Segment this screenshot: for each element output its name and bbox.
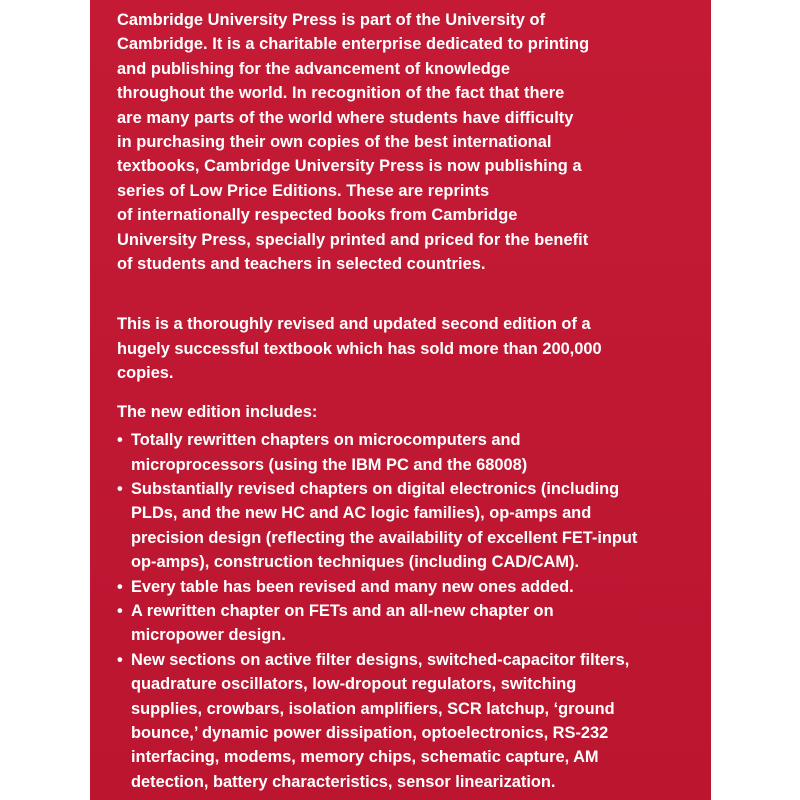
- publisher-statement-line: of internationally respected books from Cambridge: [117, 206, 518, 225]
- publisher-statement-line: and publishing for the advancement of knowledge: [117, 59, 511, 78]
- publisher-statement-line: textbooks, Cambridge University Press is now publishing a: [117, 157, 582, 176]
- feature-line: New sections on active filter designs, switched-capacitor filters,: [131, 650, 630, 669]
- feature-list: [117, 428, 697, 794]
- edition-summary: [117, 312, 697, 385]
- feature-line: supplies, crowbars, isolation amplifiers, SCR latchup, ‘ground: [131, 699, 615, 718]
- publisher-statement-line: series of Low Price Editions. These are reprints: [117, 181, 490, 200]
- edition-summary-line: copies.: [117, 364, 174, 383]
- bullet-icon: •: [117, 601, 123, 620]
- feature-line: micropower design.: [131, 626, 286, 645]
- feature-line: A rewritten chapter on FETs and an all-new chapter on: [131, 601, 554, 620]
- bullet-icon: •: [117, 431, 123, 450]
- feature-item: [117, 599, 697, 648]
- publisher-statement: [117, 8, 697, 276]
- feature-line: microprocessors (using the IBM PC and the 68008): [131, 455, 528, 474]
- feature-line: precision design (reflecting the availability of excellent FET-input: [131, 528, 638, 547]
- edition-summary-line: This is a thoroughly revised and updated second edition of a: [117, 315, 591, 334]
- publisher-statement-line: University Press, specially printed and priced for the benefit: [117, 230, 589, 249]
- bullet-icon: •: [117, 479, 123, 498]
- publisher-statement-line: Cambridge University Press is part of the University of: [117, 11, 546, 29]
- feature-item: [117, 575, 697, 599]
- publisher-statement-line: throughout the world. In recognition of the fact that there: [117, 84, 565, 103]
- feature-item: [117, 477, 697, 575]
- feature-item: [117, 428, 697, 477]
- bullet-icon: •: [117, 650, 123, 669]
- bullet-icon: •: [117, 577, 123, 596]
- feature-line: PLDs, and the new HC and AC logic families), op-amps and: [131, 504, 592, 523]
- feature-item: [117, 648, 697, 794]
- includes-heading: The new edition includes:: [117, 402, 318, 421]
- edition-summary-line: hugely successful textbook which has sold more than 200,000: [117, 339, 602, 358]
- feature-line: Totally rewritten chapters on microcomputers and: [131, 431, 521, 450]
- feature-line: quadrature oscillators, low-dropout regulators, switching: [131, 675, 577, 694]
- feature-line: detection, battery characteristics, sensor linearization.: [131, 772, 556, 791]
- feature-line: interfacing, modems, memory chips, schematic capture, AM: [131, 748, 599, 767]
- feature-line: Substantially revised chapters on digital electronics (including: [131, 479, 620, 498]
- feature-line: bounce,’ dynamic power dissipation, optoelectronics, RS-232: [131, 723, 609, 742]
- back-cover: [90, 0, 711, 800]
- feature-line: op-amps), construction techniques (including CAD/CAM).: [131, 553, 580, 572]
- publisher-statement-line: are many parts of the world where students have difficulty: [117, 108, 574, 127]
- publisher-statement-line: of students and teachers in selected countries.: [117, 255, 486, 274]
- publisher-statement-line: in purchasing their own copies of the best international: [117, 133, 552, 152]
- publisher-statement-line: Cambridge. It is a charitable enterprise dedicated to printing: [117, 35, 590, 54]
- feature-line: Every table has been revised and many new ones added.: [131, 577, 574, 596]
